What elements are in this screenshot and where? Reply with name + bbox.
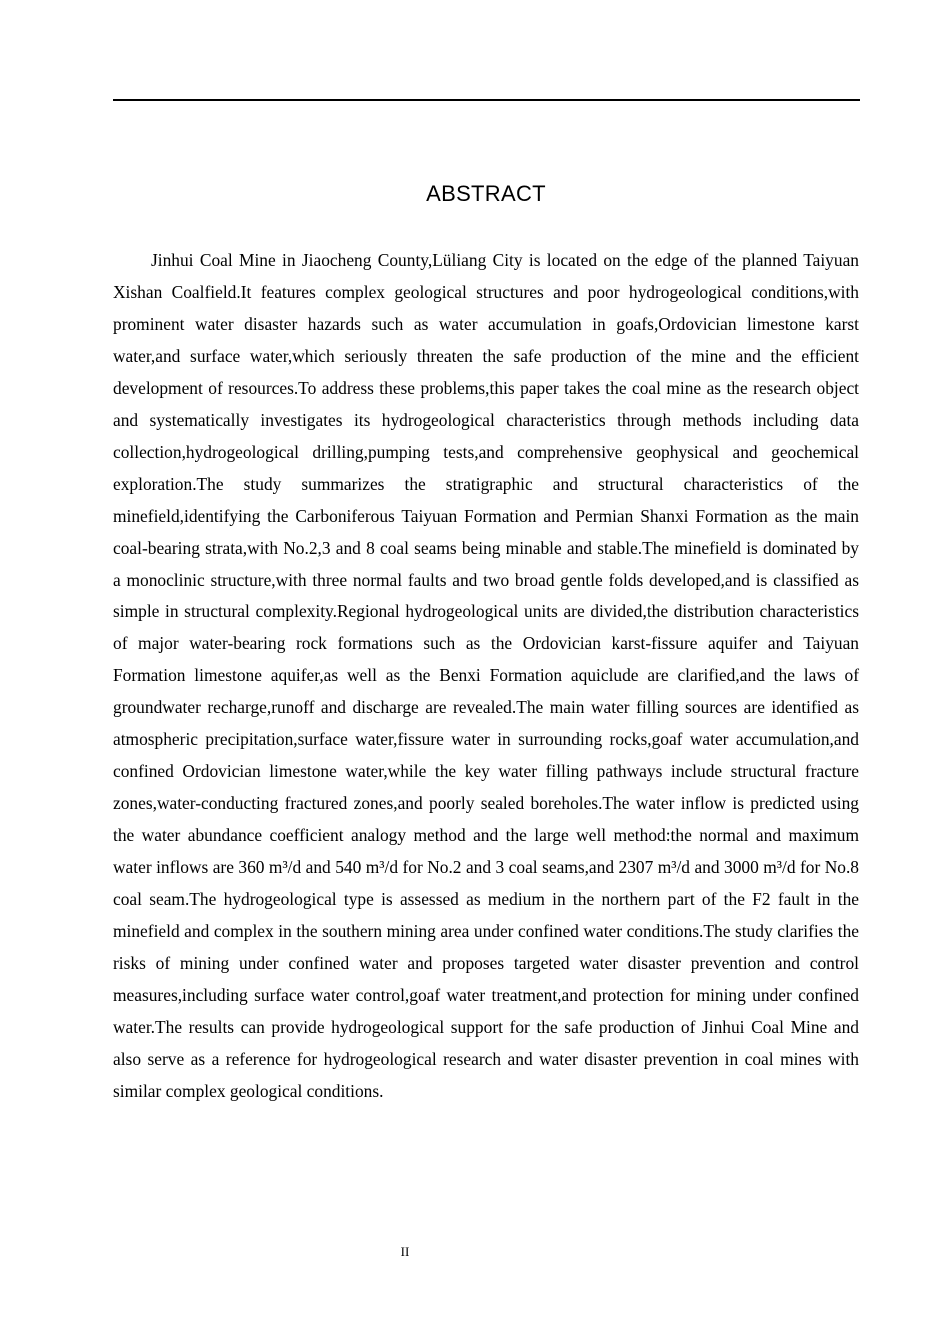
header-rule (113, 99, 860, 101)
page-number: II (400, 1244, 410, 1259)
abstract-title: ABSTRACT (426, 181, 546, 206)
abstract-body: Jinhui Coal Mine in Jiaocheng County,Lüliang City is located on the edge of the planned Taiyuan Xishan Coalfield.It features complex geological structures and poor hydrogeological conditions,with prominent water disaster hazards such as water accumulation in goafs,Ordovician limestone karst water,and surface water,which seriously threaten the safe production of the mine and the efficient development of resources.To address these problems,this paper takes the coal mine as the research object and systematically investigates its hydrogeological characteristics through methods including data collection,hydrogeological drilling,pumping tests,and comprehensive geophysical and geochemical exploration.The study summarizes the stratigraphic and structural characteristics of the minefield,identifying the Carboniferous Taiyuan Formation and Permian Shanxi Formation as the main coal-bearing strata,with No.2,3 and 8 coal seams being minable and stable.The minefield is dominated by a monoclinic structure,with three normal faults and two broad gentle folds developed,and is classified as simple in structural complexity.Regional hydrogeological units are divided,the distribution characteristics of major water-bearing rock formations such as the Ordovician karst-fissure aquifer and Taiyuan Formation limestone aquifer,as well as the Benxi Formation aquiclude are clarified,and the laws of groundwater recharge,runoff and discharge are revealed.The main water filling sources are identified as atmospheric precipitation,surface water,fissure water in surrounding rocks,goaf water accumulation,and confined Ordovician limestone water,while the key water filling pathways include structural fracture zones,water-conducting fractured zones,and poorly sealed boreholes.The water inflow is predicted using the water abundance coefficient analogy method and the large well method:the normal and maximum water inflows are 360 m³/d and 540 m³/d for No.2 and 3 coal seams,and 2307 m³/d and 3000 m³/d for No.8 coal seam.The hydrogeological type is assessed as medium in the northern part of the F2 fault in the minefield and complex in the southern mining area under confined water conditions.The study clarifies the risks of mining under confined water and proposes targeted water disaster prevention and control measures,including surface water control,goaf water treatment,and protection for mining under confined water.The results can provide hydrogeological support for the safe production of Jinhui Coal Mine and also serve as a reference for hydrogeological research and water disaster prevention in coal mines with similar complex geological conditions. (113, 250, 859, 1101)
